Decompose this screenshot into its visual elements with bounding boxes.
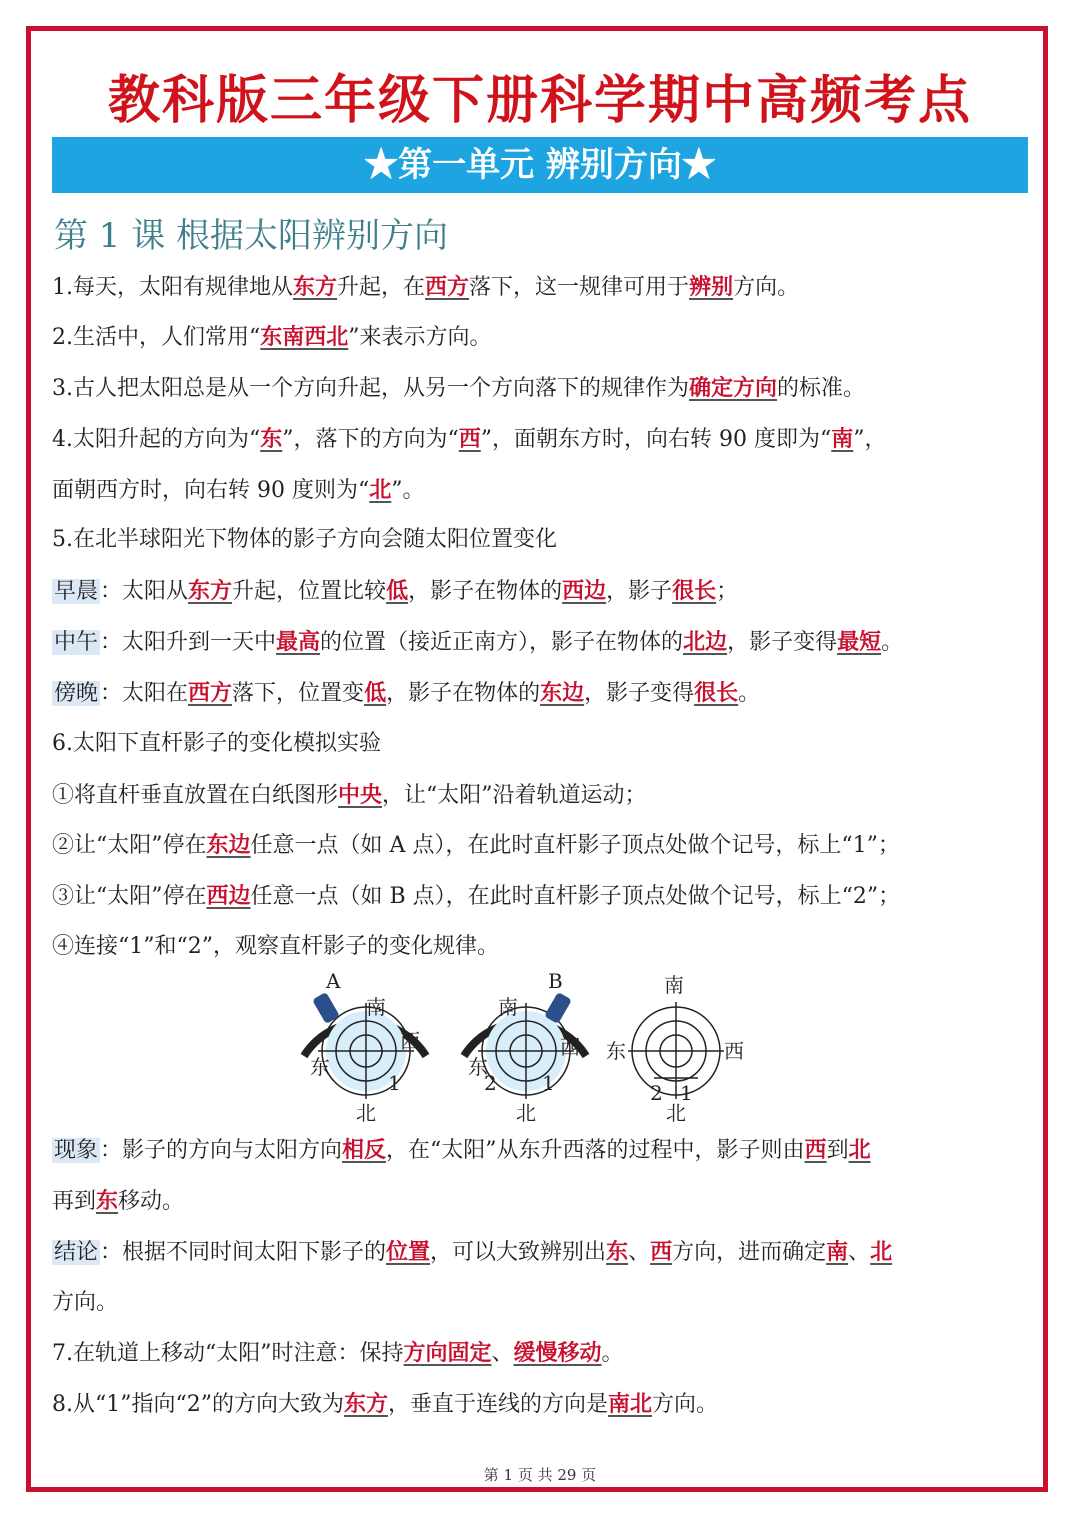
text-segment: 面朝西方时，向右转 90 度则为“ — [52, 478, 370, 503]
diagram-sun-a — [304, 969, 426, 1125]
key-term: 东南西北 — [260, 324, 349, 350]
text-segment: ：太阳从 — [100, 579, 189, 604]
page-title: 教科版三年级下册科学期中高频考点 — [107, 71, 972, 131]
unit-banner: ★第一单元 辨别方向★ — [52, 137, 1028, 193]
key-term: 确定方向 — [689, 375, 778, 401]
text-segment: ：太阳升到一天中 — [100, 630, 277, 655]
text-segment: 的标准。 — [777, 376, 866, 401]
text-segment: ④连接“1”和“2”，观察直杆影子的变化规律。 — [52, 934, 499, 959]
text-segment: 的位置（接近正南方），影子在物体的 — [320, 630, 684, 655]
section-tag: 早晨 — [54, 579, 99, 604]
key-term: 很长 — [672, 578, 717, 604]
text-segment: ”来表示方向。 — [348, 325, 492, 350]
content-line — [52, 780, 647, 811]
text-segment: ，垂直于连线的方向是 — [388, 1392, 609, 1417]
sun-label-a: A — [326, 969, 341, 993]
direction-south: 南 — [664, 973, 684, 997]
content-line — [52, 729, 381, 759]
text-segment: 方向。 — [652, 1392, 719, 1417]
mark-1: 1 — [680, 1081, 693, 1105]
section-tag: 傍晚 — [54, 681, 99, 706]
key-term: 最高 — [276, 629, 321, 655]
direction-east: 东 — [606, 1039, 626, 1063]
key-term: 西 — [804, 1137, 827, 1163]
key-term: 相反 — [342, 1137, 387, 1163]
text-segment: 方向。 — [52, 1290, 119, 1315]
text-segment: 任意一点（如 A 点），在此时直杆影子顶点处做个记号，标上“1”； — [250, 833, 900, 858]
section-tag: 结论 — [54, 1240, 99, 1265]
text-segment: ”，面朝东方时，向右转 90 度即为“ — [480, 427, 832, 452]
direction-west: 西 — [400, 1029, 420, 1053]
direction-south: 南 — [366, 995, 386, 1019]
direction-west: 西 — [560, 1035, 580, 1059]
content-line — [52, 1135, 871, 1166]
key-term: 西 — [650, 1239, 673, 1265]
content-line — [52, 272, 799, 303]
direction-north: 北 — [666, 1101, 686, 1125]
lesson-title: 第 1 课 根据太阳辨别方向 — [54, 216, 449, 256]
text-segment: 2.生活中，人们常用“ — [52, 325, 261, 350]
key-term: 中央 — [338, 782, 383, 808]
text-segment: 移动。 — [118, 1189, 185, 1214]
text-segment: 4.太阳升起的方向为“ — [52, 427, 261, 452]
sun-label-b: B — [548, 969, 563, 993]
content-line — [52, 881, 900, 912]
text-segment: 再到 — [52, 1189, 97, 1214]
key-term: 最短 — [837, 629, 882, 655]
text-segment: 1.每天，太阳有规律地从 — [52, 275, 293, 300]
content-line — [52, 475, 425, 506]
text-segment: 。 — [601, 1341, 624, 1366]
content-line — [52, 373, 865, 404]
content-line — [52, 576, 738, 607]
text-segment: ，影子变得 — [584, 681, 695, 706]
key-term: 西边 — [206, 883, 251, 909]
content-line — [52, 678, 760, 709]
text-segment: 、 — [628, 1240, 651, 1265]
text-segment: ； — [716, 579, 739, 604]
direction-north: 北 — [356, 1101, 376, 1125]
key-term: 西 — [458, 426, 481, 452]
content-line — [52, 627, 903, 658]
direction-east: 东 — [310, 1055, 330, 1079]
text-segment: ②让“太阳”停在 — [52, 833, 207, 858]
section-tag: 中午 — [54, 630, 99, 655]
key-term: 很长 — [694, 680, 739, 706]
key-term: 北 — [369, 477, 392, 503]
text-segment: ：太阳在 — [100, 681, 189, 706]
content-line — [52, 830, 900, 861]
text-segment: 7.在轨道上移动“太阳”时注意：保持 — [52, 1341, 404, 1366]
direction-south: 南 — [498, 995, 518, 1019]
content-line — [52, 322, 492, 353]
text-segment: ，影子 — [606, 579, 673, 604]
text-segment: 落下，位置变 — [232, 681, 365, 706]
key-term: 辨别 — [689, 274, 734, 300]
text-segment: ”，落下的方向为“ — [282, 427, 459, 452]
text-segment: ，可以大致辨别出 — [430, 1240, 607, 1265]
key-term: 北 — [870, 1239, 893, 1265]
text-segment: 5.在北半球阳光下物体的影子方向会随太阳位置变化 — [52, 527, 557, 552]
mark-2: 2 — [484, 1071, 497, 1095]
key-term: 西边 — [562, 578, 607, 604]
key-term: 东边 — [540, 680, 585, 706]
mark-1: 1 — [388, 1071, 401, 1095]
text-segment: 8.从“1”指向“2”的方向大致为 — [52, 1392, 344, 1417]
key-term: 南 — [826, 1239, 849, 1265]
text-segment: ”。 — [391, 478, 425, 503]
key-term: 方向固定 — [403, 1340, 492, 1366]
text-segment: 。 — [881, 630, 904, 655]
text-segment: ：根据不同时间太阳下影子的 — [100, 1240, 387, 1265]
text-segment: ，影子在物体的 — [408, 579, 563, 604]
text-segment: ，让“太阳”沿着轨道运动； — [382, 783, 647, 808]
text-segment: 方向，进而确定 — [672, 1240, 827, 1265]
key-term: 东 — [260, 426, 283, 452]
key-term: 西方 — [188, 680, 233, 706]
text-segment: ：影子的方向与太阳方向 — [100, 1138, 343, 1163]
content-line — [52, 1288, 118, 1318]
key-term: 北边 — [683, 629, 728, 655]
text-segment: ，在“太阳”从东升西落的过程中，影子则由 — [386, 1138, 805, 1163]
key-term: 南北 — [608, 1391, 653, 1417]
section-tag: 现象 — [54, 1138, 99, 1163]
text-segment: 任意一点（如 B 点），在此时直杆影子顶点处做个记号，标上“2”； — [250, 884, 901, 909]
text-segment: ，影子变得 — [727, 630, 838, 655]
text-segment: 6.太阳下直杆影子的变化模拟实验 — [52, 731, 381, 756]
key-term: 位置 — [386, 1239, 431, 1265]
diagram-compass — [606, 973, 744, 1125]
key-term: 南 — [831, 426, 854, 452]
key-term: 东边 — [206, 832, 251, 858]
key-term: 东方 — [293, 274, 338, 300]
key-term: 东 — [606, 1239, 629, 1265]
mark-1: 1 — [542, 1071, 555, 1095]
key-term: 低 — [364, 680, 387, 706]
content-line — [52, 1389, 718, 1420]
key-term: 低 — [386, 578, 409, 604]
key-term: 东方 — [343, 1391, 388, 1417]
mark-2: 2 — [650, 1081, 663, 1105]
content-line — [52, 932, 499, 962]
key-term: 缓慢移动 — [513, 1340, 602, 1366]
diagram-sun-b — [464, 969, 586, 1125]
key-term: 东 — [96, 1188, 119, 1214]
text-segment: 。 — [738, 681, 761, 706]
text-segment: ③让“太阳”停在 — [52, 884, 207, 909]
text-segment: 方向。 — [733, 275, 800, 300]
page-footer: 第 1 页 共 29 页 — [483, 1466, 597, 1484]
text-segment: 、 — [491, 1341, 514, 1366]
text-segment: 升起，位置比较 — [232, 579, 387, 604]
text-segment: ①将直杆垂直放置在白纸图形 — [52, 783, 339, 808]
content-line — [52, 424, 887, 455]
text-segment: ，影子在物体的 — [386, 681, 541, 706]
key-term: 西方 — [425, 274, 470, 300]
text-segment: 、 — [848, 1240, 871, 1265]
text-segment: 3.古人把太阳总是从一个方向升起，从另一个方向落下的规律作为 — [52, 376, 689, 401]
direction-west: 西 — [724, 1039, 744, 1063]
content-line — [52, 1338, 624, 1369]
content-line — [52, 1186, 184, 1217]
text-segment: 升起，在 — [337, 275, 426, 300]
direction-north: 北 — [516, 1101, 536, 1125]
direction-east: 东 — [468, 1055, 488, 1079]
text-segment: 到 — [826, 1138, 849, 1163]
key-term: 北 — [848, 1137, 871, 1163]
content-line — [52, 1237, 892, 1268]
text-segment: ”， — [853, 427, 887, 452]
content-line — [52, 525, 557, 555]
text-segment: 落下，这一规律可用于 — [469, 275, 690, 300]
key-term: 东方 — [188, 578, 233, 604]
shadow-experiment-figure — [296, 966, 756, 1126]
